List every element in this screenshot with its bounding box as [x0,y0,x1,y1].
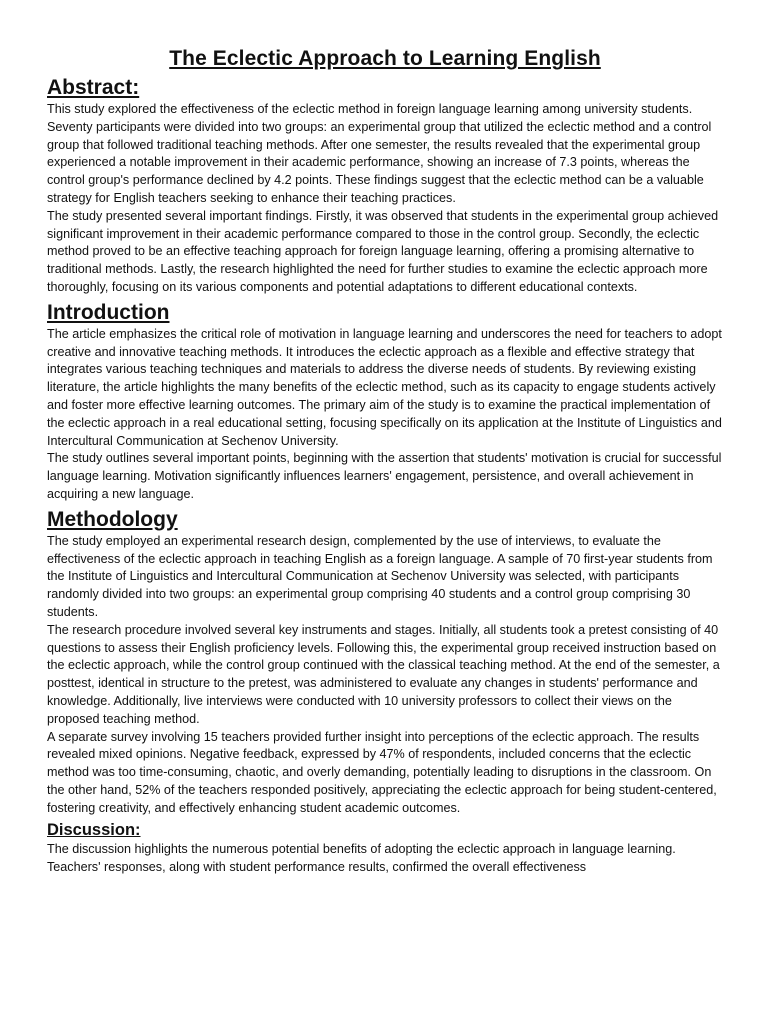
introduction-paragraph-2: The study outlines several important points, beginning with the assertion that students' motivation is crucial for successful language learning. Motivation significantly influences learners' engagement, persistence, and overall achievement in acquiring a new language. [47,451,722,501]
abstract-paragraph-1: This study explored the effectiveness of the eclectic method in foreign language learning among university students. Seventy participants were divided into two groups: an experimental group that utilized the eclectic method and a control group that followed traditional teaching methods. After one semester, the results revealed that the experimental group experienced a notable improvement in their academic performance, showing an increase of 7.3 points, whereas the control group's performance declined by 4.2 points. These findings suggest that the eclectic method can be a valuable strategy for English teachers seeking to enhance their teaching practices. [47,102,712,205]
methodology-paragraph-2: The research procedure involved several key instruments and stages. Initially, all students took a pretest consisting of 40 questions to assess their English proficiency levels. Following this, the experimental group received instruction based on the eclectic approach, while the control group continued with the classical teaching method. At the end of the semester, a posttest, identical in structure to the pretest, was administered to evaluate any changes in students' performance and knowledge. Additionally, live interviews were conducted with 10 university professors to collect their views on the proposed teaching method. [47,622,720,726]
abstract-paragraph-2: The study presented several important findings. Firstly, it was observed that students in the experimental group achieved significant improvement in their academic performance compared to those in the control group. Secondly, the eclectic method proved to be an effective teaching approach for foreign language learning, offering a promising alternative to traditional methods. Lastly, the research highlighted the need for further studies to examine the eclectic approach more thoroughly, focusing on its various components and potential adaptations to different educational contexts. [47,208,719,294]
abstract-heading: Abstract: [47,76,140,99]
methodology-paragraph-1: The study employed an experimental research design, complemented by the use of interviews, to evaluate the effectiveness of the eclectic approach in teaching English as a foreign language. A sample of 70 first-year students from the Institute of Linguistics and Intercultural Communication at Sechenov University was selected, with participants randomly divided into two groups: an experimental group comprising 40 students and a control group comprising 30 students. [47,533,713,619]
discussion-paragraph-1: The discussion highlights the numerous potential benefits of adopting the eclectic approach in language learning. Teachers' responses, along with student performance results, confirmed the overall effectiveness [47,842,676,875]
introduction-paragraph-1: The article emphasizes the critical role of motivation in language learning and underscores the need for teachers to adopt creative and innovative teaching methods. It introduces the eclectic approach as a flexible and effective strategy that integrates various teaching techniques and materials to address the diverse needs of students. By reviewing existing literature, the article highlights the many benefits of the eclectic method, such as its capacity to engage students actively and foster more effective learning outcomes. The primary aim of the study is to examine the practical implementation of the eclectic approach in a real educational setting, focusing specifically on its application at the Institute of Linguistics and Intercultural Communication at Sechenov University. [47,326,722,448]
document-page [47,45,723,877]
methodology-heading: Methodology [47,507,178,531]
document-title: The Eclectic Approach to Learning English [169,47,601,70]
discussion-heading: Discussion: [47,821,141,840]
methodology-paragraph-3: A separate survey involving 15 teachers provided further insight into perceptions of the eclectic approach. The results revealed mixed opinions. Negative feedback, expressed by 47% of respondents, included concerns that the eclectic method was too time-consuming, chaotic, and overly demanding, potentially leading to disruptions in the classroom. On the other hand, 52% of the teachers responded positively, appreciating the eclectic approach for being student-centered, fostering creativity, and effectively enhancing student academic outcomes. [47,729,717,815]
introduction-heading: Introduction [47,300,170,324]
